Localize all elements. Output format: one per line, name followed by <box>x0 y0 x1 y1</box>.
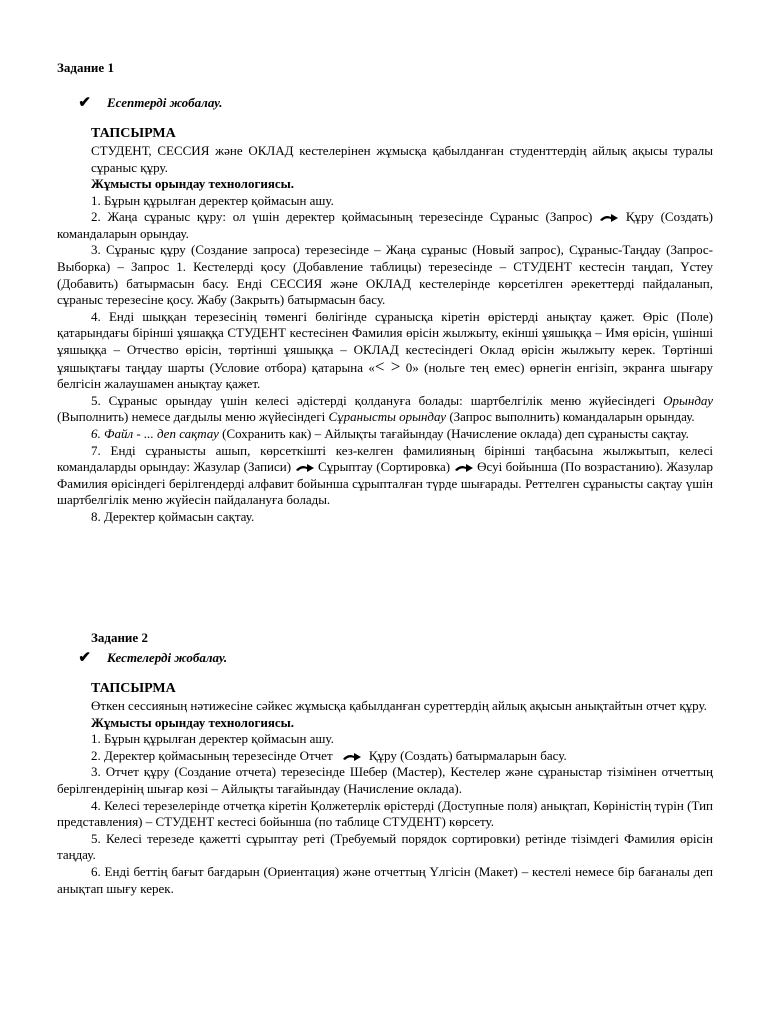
task2-subtitle: Кестелерді жобалау. <box>107 649 228 665</box>
task2-heading: ТАПСЫРМА <box>91 681 176 696</box>
task1-tech-heading: Жұмысты орындау технологиясы. <box>91 176 295 191</box>
task1-body <box>91 143 713 176</box>
arrow-right-icon <box>295 463 315 473</box>
arrow-right-icon <box>599 213 619 223</box>
task1-intro: СТУДЕНТ, СЕССИЯ және ОКЛАД кестелерінен жұмысқа қабылданған студенттердің айлық ақысы туралы сұраныс құру. <box>91 143 713 175</box>
task1-subtitle: Есептерді жобалау. <box>107 94 223 110</box>
arrow-right-icon <box>342 752 362 762</box>
arrow-right-icon <box>454 463 474 473</box>
task2-step-3: 3. Отчет құру (Создание отчета) терезесінде Шебер (Мастер), Кестелер және сұраныстар тізімінен отчеттың берілгендерінің шығар көзі – Айлықты тағайындау (Начисление оклада). <box>57 764 713 796</box>
task1-title: Задание 1 <box>57 60 114 75</box>
task2-subtitle-row <box>57 648 227 667</box>
task2-intro: Өткен сессияның нәтижесіне сәйкес жұмысқа қабылданған суреттердің айлық ақысын анықтайтын отчет құру. <box>91 698 707 713</box>
task1-heading: ТАПСЫРМА <box>91 126 176 141</box>
task2-step-4: 4. Келесі терезелерінде отчетқа кіретін Қолжетерлік өрістерді (Доступные поля) анықтап, Көріністің түрін (Тип представления) – СТУДЕНТ кестесі бойынша (по таблице СТУДЕНТ) көрсету. <box>57 797 713 830</box>
task1-step-6: 6. Файл - ... деп сақтау (Сохранить как) – Айлықты тағайындау (Начисление оклада) деп сұранысты сақтау. <box>91 425 689 441</box>
task1-step-3: 3. Сұраныс құру (Создание запроса) терезесінде – Жаңа сұраныс (Новый запрос), Сұраныс-Таңдау (Запрос-Выборка) – Запрос 1. Кестелерді қосу (Добавление таблицы) терезесінде – СТУДЕНТ кестесін таңдап, Үстеу (Добавить) батырмасын басу. Енді СЕССИЯ және ОКЛАД кестелерінде көрсетілген әрекеттерді пайдаланып, сұраныс терезесіне қосу. Жабу (Закрыть) батырмасын басу. <box>57 242 713 308</box>
task2-tech-heading: Жұмысты орындау технологиясы. <box>91 714 295 730</box>
task2-step-6: 6. Енді беттің бағыт бағдарын (Ориентация) және отчеттың Үлгісін (Макет) – кестелі немесе бір бағаналы деп анықтап шығу керек. <box>57 863 713 896</box>
task2-steps <box>57 698 713 897</box>
task1-subtitle-row <box>57 93 222 112</box>
checkmark-icon: ✔ <box>78 650 91 666</box>
task1-step-2: 2. Жаңа сұраныс құру: ол үшін деректер қоймасының терезесінде Сұраныс (Запрос) Құру (Создать) командаларын орындау. <box>57 209 713 241</box>
not-equal-operator: < > <box>374 356 401 376</box>
task1-step-4: 4. Енді шыққан терезесінің төменгі бөлігінде сұранысқа кіретін өрістерді анықтау қажет. Өріс (Поле) қатарындағы бірінші ұяшаққа СТУДЕНТ кестесінен Фамилия өрісін жылжыту, екінші ұяшыққа – Имя өрісін, үшінші ұяшыққа – Отчество өрісін, төртінші ұяшыққа – ОКЛАД кестесіндегі Оклад өрісін жылжыту керек. Төртінші ұяшықтағы таңдау шарты (Условие отбора) қатарына «< > 0» (нольге тең емес) өрнегін енгізіп, экранға шығару белгісін жалаушамен анықтау қажет. <box>57 308 713 392</box>
task2-step-1: 1. Бұрын құрылған деректер қоймасын ашу. <box>91 731 334 747</box>
checkmark-icon: ✔ <box>78 95 91 111</box>
task2-step-2: 2. Деректер қоймасының терезесінде Отчет Құру (Создать) батырмаларын басу. <box>91 747 567 763</box>
task1-step-1: 1. Бұрын құрылған деректер қоймасын ашу. <box>91 192 334 208</box>
task1-step-8: 8. Деректер қоймасын сақтау. <box>91 508 255 524</box>
task1-steps <box>57 176 713 525</box>
task1-step-5: 5. Сұраныс орындау үшін келесі әдістерді қолдануға болады: шартбелгілік меню жүйесіндегі Орындау (Выполнить) немесе дағдылы меню жүйесіндегі Сұранысты орындау (Запрос выполнить) командаларын орындау. <box>57 392 713 425</box>
task2-title: Задание 2 <box>91 630 148 645</box>
task1-step-7: 7. Енді сұранысты ашып, көрсеткішті кез-келген фамилияның бірінші таңбасына жылжытып, келесі командаларды орындау: Жазулар (Записи) Сұрыптау (Сортировка) Өсуі бойынша (По возрастанию). Жазулар Фамилия өрісіндегі берілгендерді алфавит бойынша сұрыпталған түрде шығарады. Реттелген сұранысты сақтау үшін шартбелгілік меню жүйесін пайдалануға болады. <box>57 442 714 508</box>
task2-step-5: 5. Келесі терезеде қажетті сұрыптау реті (Требуемый порядок сортировки) ретінде тізімдегі Фамилия өрісін таңдау. <box>57 830 713 863</box>
